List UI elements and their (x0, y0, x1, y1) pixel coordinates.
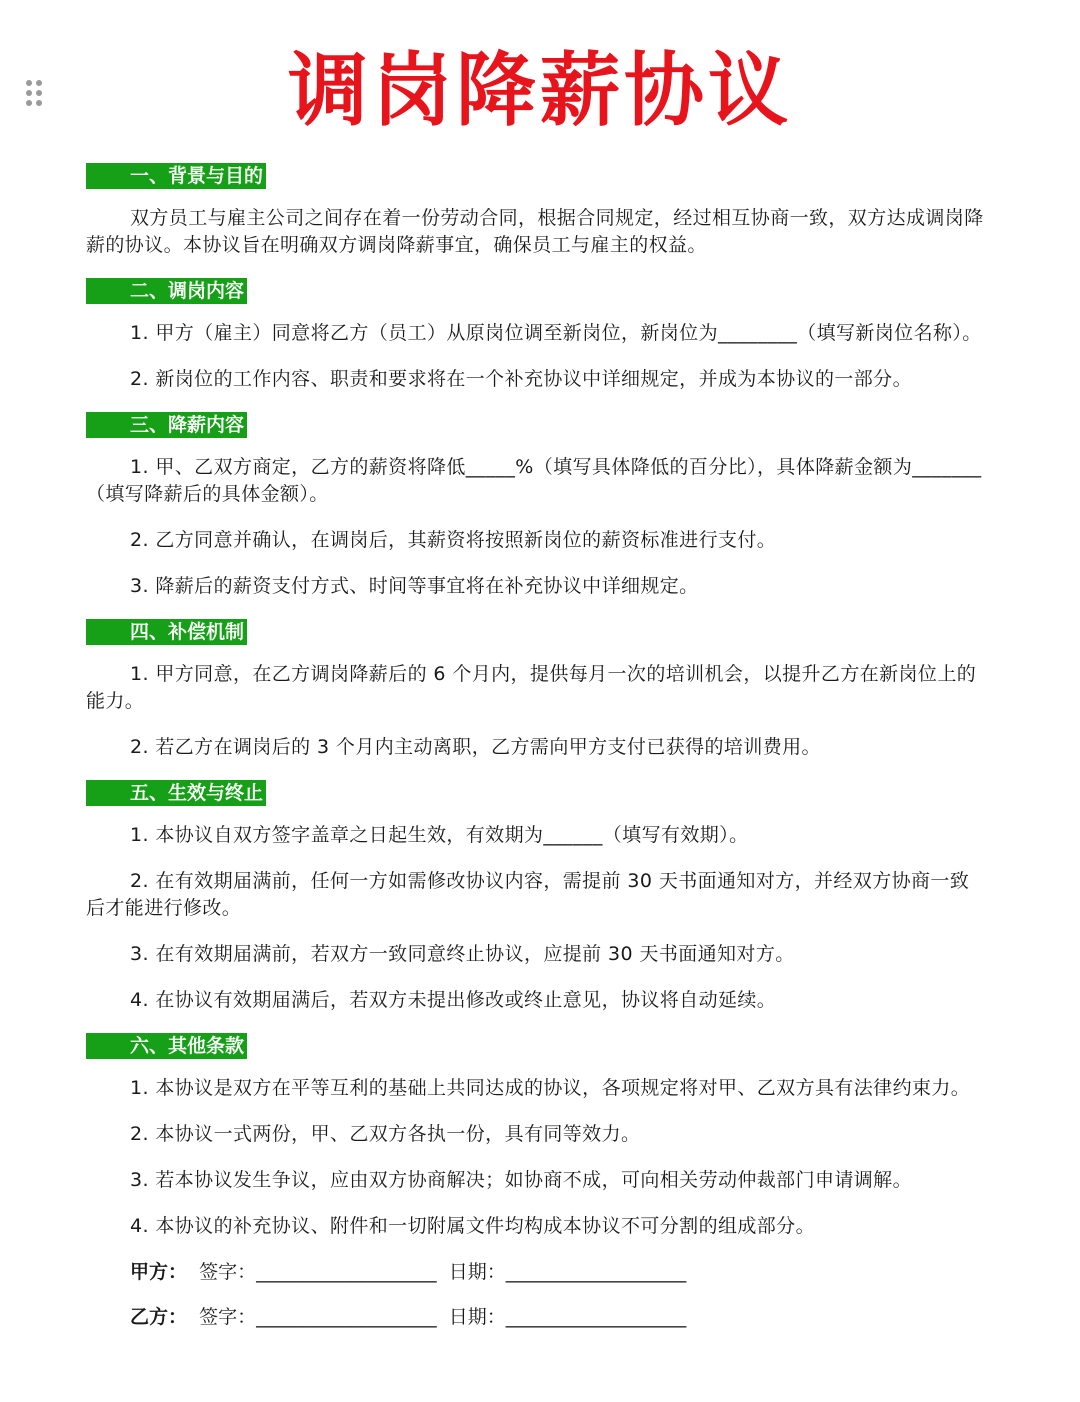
section-other-terms (86, 1033, 986, 1240)
paragraph: 3. 若本协议发生争议，应由双方协商解决；如协商不成，可向相关劳动仲裁部门申请调解。 (130, 1169, 912, 1191)
party-b-label: 乙方： (130, 1306, 188, 1328)
paragraph: 1. 甲方（雇主）同意将乙方（员工）从原岗位调至新岗位，新岗位为________（填写新岗位名称）。 (130, 322, 982, 344)
paragraph: 2. 乙方同意并确认，在调岗后，其薪资将按照新岗位的薪资标准进行支付。 (130, 529, 777, 551)
document-body (86, 163, 986, 1349)
section-heading: 六、其他条款 (86, 1033, 247, 1059)
section-heading: 五、生效与终止 (86, 780, 266, 806)
paragraph: 1. 甲、乙双方商定，乙方的薪资将降低_____%（填写具体降低的百分比），具体降薪金额为_______（填写降薪后的具体金额）。 (86, 456, 982, 505)
section-compensation (86, 619, 986, 761)
section-background (86, 163, 986, 259)
paragraph: 双方员工与雇主公司之间存在着一份劳动合同，根据合同规定，经过相互协商一致，双方达成调岗降薪的协议。本协议旨在明确双方调岗降薪事宜，确保员工与雇主的权益。 (86, 207, 984, 256)
section-transfer (86, 278, 986, 393)
paragraph: 4. 在协议有效期届满后，若双方未提出修改或终止意见，协议将自动延续。 (130, 989, 777, 1011)
section-heading: 一、背景与目的 (86, 163, 266, 189)
paragraph: 2. 若乙方在调岗后的 3 个月内主动离职，乙方需向甲方支付已获得的培训费用。 (130, 736, 821, 758)
paragraph: 1. 甲方同意，在乙方调岗降薪后的 6 个月内，提供每月一次的培训机会，以提升乙方在新岗位上的能力。 (86, 663, 977, 712)
section-heading: 三、降薪内容 (86, 412, 247, 438)
section-effect-termination (86, 780, 986, 1014)
paragraph: 2. 本协议一式两份，甲、乙双方各执一份，具有同等效力。 (130, 1123, 641, 1145)
paragraph: 2. 新岗位的工作内容、职责和要求将在一个补充协议中详细规定，并成为本协议的一部分。 (130, 368, 912, 390)
paragraph: 1. 本协议是双方在平等互利的基础上共同达成的协议，各项规定将对甲、乙双方具有法律约束力。 (130, 1077, 971, 1099)
signature-row-party-b (130, 1304, 986, 1330)
sign-label: 签字： (199, 1306, 257, 1328)
section-salary-cut (86, 412, 986, 600)
document-title: 调岗降薪协议 (288, 43, 792, 137)
paragraph: 4. 本协议的补充协议、附件和一切附属文件均构成本协议不可分割的组成部分。 (130, 1215, 815, 1237)
date-label: 日期： (448, 1261, 506, 1283)
paragraph: 3. 在有效期届满前，若双方一致同意终止协议，应提前 30 天书面通知对方。 (130, 943, 795, 965)
paragraph: 2. 在有效期届满前，任何一方如需修改协议内容，需提前 30 天书面通知对方，并经双方协商一致后才能进行修改。 (86, 870, 970, 919)
sign-line: ___________________ (256, 1261, 437, 1283)
section-heading: 二、调岗内容 (86, 278, 247, 304)
date-line: ___________________ (505, 1306, 687, 1328)
signature-row-party-a (130, 1259, 986, 1285)
party-a-label: 甲方： (130, 1261, 188, 1283)
paragraph: 3. 降薪后的薪资支付方式、时间等事宜将在补充协议中详细规定。 (130, 575, 699, 597)
paragraph: 1. 本协议自双方签字盖章之日起生效，有效期为______（填写有效期）。 (130, 824, 749, 846)
date-label: 日期： (448, 1306, 506, 1328)
sign-line: ___________________ (256, 1306, 437, 1328)
section-heading: 四、补偿机制 (86, 619, 247, 645)
date-line: ___________________ (505, 1261, 687, 1283)
sign-label: 签字： (199, 1261, 257, 1283)
